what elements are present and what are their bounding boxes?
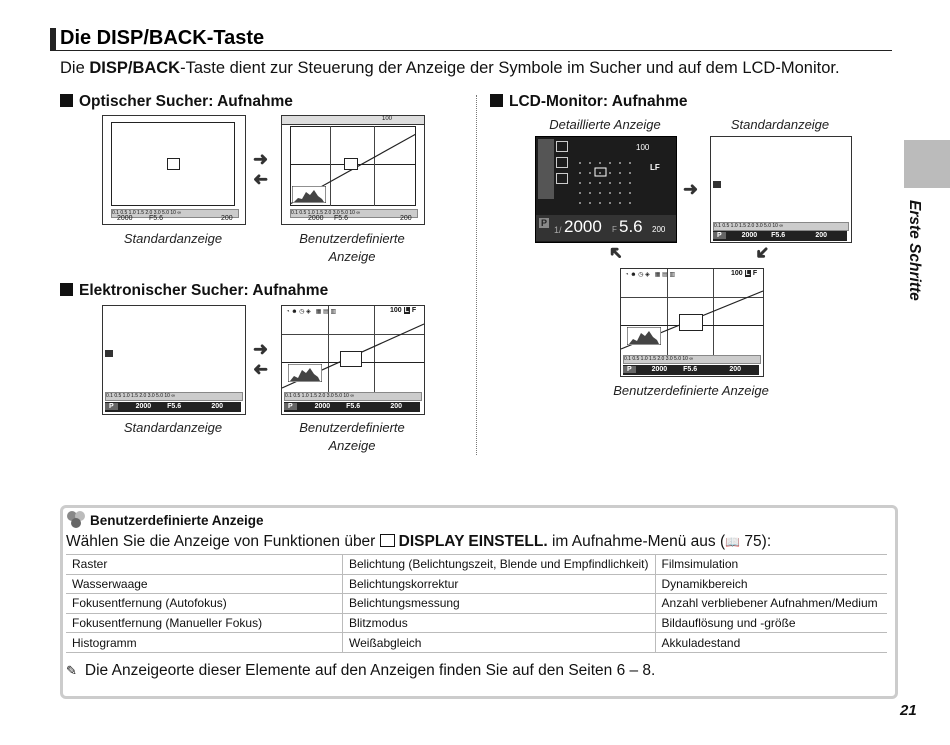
status-icons: ◔ ☻ ◷ ◈ ▦ ▤ ▥ [625,272,676,278]
shutter-value: 2000 [651,366,668,373]
aperture-value: F5.6 [346,403,361,410]
table-cell: Raster [66,555,343,575]
mode-badge: P [541,218,548,228]
arrow-left-icon: ➜ [253,359,269,379]
histogram [292,186,326,203]
lcd-info-bar [536,215,676,241]
aperture-value: F5.6 [167,403,182,410]
chapter-label: Erste Schritte [906,200,923,301]
arrow-left-icon: ➜ [253,169,269,189]
caption-lcd-detail: Detaillierte Anzeige [549,117,661,132]
iso-value: 200 [390,403,402,410]
page-title-bar [50,28,892,51]
status-strip [282,116,424,125]
frames-remaining: 100 [636,143,650,152]
table-cell: Anzahl verbliebener Aufnahmen/Medium [655,594,887,614]
caption-ovf-custom: Benutzerdefinierte Anzeige [299,231,405,264]
table-cell: Weißabgleich [343,633,656,653]
aperture-value: F5.6 [149,215,164,222]
shutter-value: 2000 [117,215,133,222]
frames-remaining: 100 [382,116,393,122]
af-frame [679,314,703,331]
arrow-right-icon: ➜ [253,339,269,359]
distance-scale: 0.1 0.5 1.0 1.5 2.0 3.0 5.0 10 ∞ [284,392,422,401]
chapter-tab [904,140,950,188]
table-cell: Bildauflösung und -größe [655,613,887,633]
aperture-value: 5.6 [619,217,643,236]
ovf-custom-screen [281,115,425,225]
heading-evf: Elektronischer Sucher: Aufnahme [60,282,328,300]
mode-icon [556,141,568,152]
menu-icon [380,534,395,547]
info-bar [623,365,759,375]
evf-custom-screen [281,305,425,415]
table-cell: Belichtungsmessung [343,594,656,614]
note-icon: ✎ [66,663,77,678]
lcd-custom-screen [620,268,764,377]
mode-badge: P [623,366,636,373]
shutter-value: 2000 [564,217,602,236]
distance-scale: 0.1 0.5 1.0 1.5 2.0 3.0 5.0 10 ∞ [290,209,418,218]
af-frame [167,158,180,170]
intro-rest: -Taste dient zur Steuerung der Anzeige der Symbole im Sucher und auf dem LCD-Monitor. [180,59,840,77]
exposure-comp-icon [713,181,721,188]
info-bar [105,402,241,412]
aperture-value: F5.6 [771,232,786,239]
aperture-value: F5.6 [334,215,349,222]
iso-value: 200 [815,232,827,239]
page-title: Die DISP/BACK-Taste [60,27,265,49]
iso-value: 200 [729,366,741,373]
lcd-standard-screen [710,136,852,243]
mode-badge: P [713,232,726,239]
shutter-value: 2000 [741,232,758,239]
caption-evf-custom: Benutzerdefinierte Anzeige [299,420,405,453]
heading-lcd: LCD-Monitor: Aufnahme [490,93,688,111]
table-cell: Blitzmodus [343,613,656,633]
table-cell: Fokusentfernung (Manueller Fokus) [66,613,343,633]
arrow-right-icon: ➜ [253,149,269,169]
title-marker [50,28,56,50]
histogram [288,364,322,382]
shutter-value: 2000 [314,403,331,410]
shutter-fraction: 1/ [554,225,562,235]
table-cell: Histogramm [66,633,343,653]
distance-scale: 0.1 0.5 1.0 1.5 2.0 3.0 5.0 10 ∞ [623,355,761,364]
page-number: 21 [900,702,917,719]
info-bar [284,402,420,412]
af-frame [344,158,358,170]
iso-value: 200 [221,215,233,222]
af-frame [340,351,362,367]
arrow-down-left-icon: ➜ [750,240,775,266]
settings-circles-icon [66,510,88,528]
caption-evf-standard: Standardanzeige [123,420,223,435]
table-row [66,633,887,653]
frames-remaining: 100 L F [390,307,417,314]
table-row [66,574,887,594]
left-icon-column [538,139,554,199]
size-quality: LF [650,163,660,172]
aperture-value: F5.6 [683,366,698,373]
table-row [66,613,887,633]
distance-scale: 0.1 0.5 1.0 1.5 2.0 3.0 5.0 10 ∞ [111,209,239,218]
macro-icon [556,157,568,168]
status-icons: ◔ ☻ ◷ ◈ ▦ ▤ ▥ [286,309,337,315]
table-row [66,555,887,575]
mode-badge: P [284,403,297,410]
table-cell: Belichtungskorrektur [343,574,656,594]
features-table [66,554,887,653]
table-cell: Belichtung (Belichtungszeit, Blende und Empfindlichkeit) [343,555,656,575]
aperture-f: F [612,225,617,234]
iso-value: 200 [400,215,412,222]
column-divider [476,95,477,455]
note-text: ✎ Die Anzeigeorte dieser Elemente auf den Anzeigen finden Sie auf den Seiten 6 – 8. [66,662,656,679]
table-row [66,594,887,614]
heading-ovf: Optischer Sucher: Aufnahme [60,93,293,111]
table-cell: Dynamikbereich [655,574,887,594]
exposure-comp-icon [105,350,113,357]
shutter-value: 2000 [135,403,152,410]
caption-lcd-standard: Standardanzeige [730,117,830,132]
intro-prefix: Die [60,59,90,77]
iso-value: 200 [211,403,223,410]
caption-ovf-standard: Standardanzeige [123,231,223,246]
info-bar [713,231,847,241]
evf-standard-screen [102,305,246,415]
intro-key-name: DISP/BACK [89,59,181,77]
arrow-right-icon: ➜ [683,179,699,199]
histogram [627,327,661,345]
table-cell: Akkuladestand [655,633,887,653]
shutter-value: 2000 [308,215,324,222]
frames-remaining: 100 L F [731,270,758,277]
distance-scale: 0.1 0.5 1.0 1.5 2.0 3.0 5.0 10 ∞ [105,392,243,401]
lcd-detail-screen [535,136,677,243]
arrow-up-left-icon: ➜ [603,240,628,266]
mode-badge: P [105,403,118,410]
box-intro: Wählen Sie die Anzeige von Funktionen über DISPLAY EINSTELL. im Aufnahme-Menü aus (📖 75): [66,533,772,550]
table-cell: Fokusentfernung (Autofokus) [66,594,343,614]
distance-scale: 0.1 0.5 1.0 1.5 2.0 3.0 5.0 10 ∞ [713,222,849,231]
table-cell: Filmsimulation [655,555,887,575]
intro-text [60,59,840,78]
timer-icon [556,173,568,184]
book-icon: 📖 [725,535,741,549]
iso-value: 200 [652,225,666,234]
box-heading: Benutzerdefinierte Anzeige [90,513,264,528]
af-point-grid [576,159,640,209]
ovf-standard-screen [102,115,246,225]
caption-lcd-custom: Benutzerdefinierte Anzeige [613,383,769,398]
table-cell: Wasserwaage [66,574,343,594]
